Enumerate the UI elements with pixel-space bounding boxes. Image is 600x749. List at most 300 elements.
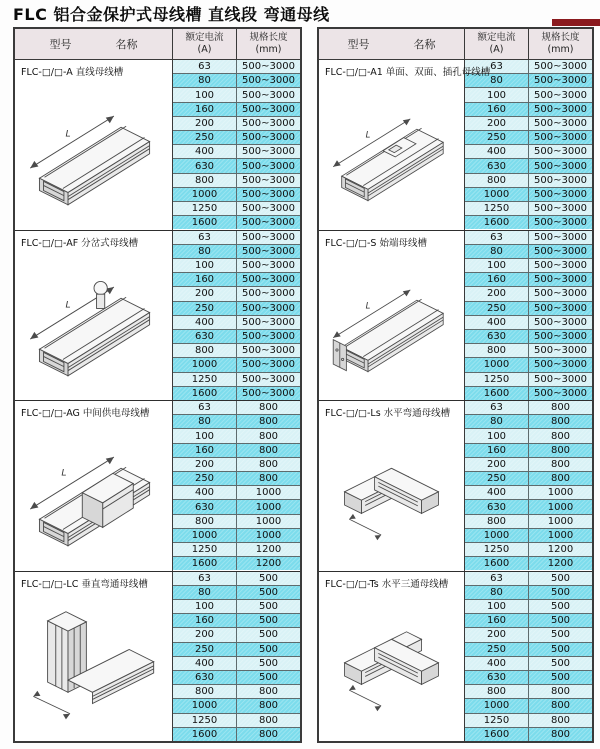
current-value: 630: [173, 159, 237, 172]
table-row: [173, 685, 300, 699]
current-value: 63: [465, 60, 529, 73]
header-model-name: [15, 29, 172, 59]
table-row: [173, 557, 300, 570]
table-row: [465, 699, 592, 713]
current-value: 160: [465, 103, 529, 116]
length-value: 800: [529, 472, 592, 485]
page-title: FLC 铝合金保护式母线槽 直线段 弯通母线: [13, 5, 330, 24]
table-row: [173, 401, 300, 415]
current-value: 800: [173, 515, 237, 528]
table-row: [465, 174, 592, 188]
current-value: 630: [465, 330, 529, 343]
current-value: 80: [173, 245, 237, 258]
current-value: 400: [173, 316, 237, 329]
vertical-elbow-busway-drawing: [17, 588, 170, 740]
current-value: 200: [465, 287, 529, 300]
length-value: 500: [529, 628, 592, 641]
length-value: 800: [237, 728, 300, 741]
table-row: [465, 316, 592, 330]
length-value: 1000: [529, 486, 592, 499]
table-row: [465, 117, 592, 131]
page-corner-accent-bar: [552, 19, 600, 26]
table-row: [465, 657, 592, 671]
current-value: 1600: [465, 216, 529, 229]
table-row: [173, 216, 300, 229]
header-model-label: 型号: [49, 38, 72, 51]
table-row: [465, 188, 592, 202]
current-value: 1600: [173, 216, 237, 229]
table-row: [173, 600, 300, 614]
length-value: 1000: [529, 529, 592, 542]
table-row: [465, 543, 592, 557]
current-value: 100: [173, 429, 237, 442]
length-value: 800: [529, 699, 592, 712]
table-row: [173, 131, 300, 145]
table-row: [173, 628, 300, 642]
current-value: 63: [465, 231, 529, 244]
length-value: 500~3000: [237, 131, 300, 144]
length-value: 800: [237, 458, 300, 471]
current-value: 63: [173, 572, 237, 585]
current-value: 200: [173, 628, 237, 641]
length-value: 500~3000: [237, 188, 300, 201]
table-row: [465, 671, 592, 685]
length-value: 500~3000: [237, 60, 300, 73]
current-value: 1000: [173, 529, 237, 542]
table-row: [173, 316, 300, 330]
table-row: [465, 586, 592, 600]
length-value: 800: [529, 728, 592, 741]
current-value: 1600: [465, 557, 529, 570]
model-label: FLC-□/□-Ls 水平弯通母线槽: [325, 408, 451, 419]
length-value: 500~3000: [237, 330, 300, 343]
current-value: 250: [173, 643, 237, 656]
table-row: [173, 472, 300, 486]
current-value: 630: [465, 671, 529, 684]
table-row: [465, 103, 592, 117]
table-row: [465, 685, 592, 699]
current-value: 1250: [465, 373, 529, 386]
current-value: 250: [465, 131, 529, 144]
current-value: 1600: [173, 728, 237, 741]
current-value: 1600: [465, 728, 529, 741]
model-label: FLC-□/□-A1 单面、双面、插孔母线槽: [325, 67, 491, 78]
model-cell: [15, 572, 172, 742]
length-value: 500~3000: [237, 103, 300, 116]
current-value: 63: [173, 231, 237, 244]
table-row: [173, 245, 300, 259]
table-row: [173, 188, 300, 202]
current-value: 160: [465, 273, 529, 286]
length-value: 800: [529, 444, 592, 457]
length-value: 500~3000: [237, 316, 300, 329]
table-row: [173, 231, 300, 245]
table-row: [465, 259, 592, 273]
header-model-name: [319, 29, 464, 59]
table-row: [465, 572, 592, 586]
current-value: 800: [173, 174, 237, 187]
table-row: [465, 330, 592, 344]
table-row: [173, 358, 300, 372]
table-row: [465, 145, 592, 159]
current-value: 1600: [173, 557, 237, 570]
length-value: 800: [237, 472, 300, 485]
current-value: 630: [465, 500, 529, 513]
table-row: [173, 572, 300, 586]
length-value: 1000: [529, 515, 592, 528]
spec-rows: [172, 401, 300, 571]
table-row: [465, 387, 592, 400]
current-value: 800: [465, 515, 529, 528]
table-row: [173, 671, 300, 685]
current-value: 1000: [173, 358, 237, 371]
current-value: 160: [173, 444, 237, 457]
svg-text:L: L: [65, 128, 71, 140]
table-row: [465, 88, 592, 102]
length-value: 1200: [237, 543, 300, 556]
current-value: 1250: [173, 543, 237, 556]
current-value: 63: [465, 401, 529, 414]
table-row: [173, 159, 300, 173]
length-value: 1200: [237, 557, 300, 570]
length-value: 1200: [529, 543, 592, 556]
current-value: 1600: [173, 387, 237, 400]
current-value: 100: [173, 600, 237, 613]
center-feed-busway-drawing: [17, 417, 170, 569]
length-value: 500~3000: [237, 202, 300, 215]
length-value: 500~3000: [529, 373, 592, 386]
length-value: 500: [529, 657, 592, 670]
current-value: 250: [465, 302, 529, 315]
branch-busway-drawing: [17, 247, 170, 399]
current-value: 1000: [465, 529, 529, 542]
table-row: [465, 216, 592, 229]
length-value: 800: [237, 401, 300, 414]
table-row: [465, 358, 592, 372]
spec-rows: [172, 572, 300, 742]
length-value: 500~3000: [529, 245, 592, 258]
table-row: [173, 415, 300, 429]
table-row: [465, 159, 592, 173]
model-label: FLC-□/□-AG 中间供电母线槽: [21, 408, 150, 419]
current-value: 160: [173, 273, 237, 286]
length-value: 500~3000: [529, 302, 592, 315]
current-value: 1000: [465, 188, 529, 201]
end-feed-busway-drawing: [321, 247, 462, 399]
length-value: 500~3000: [237, 231, 300, 244]
current-value: 200: [465, 117, 529, 130]
header-spec-length: 规格长度 (mm): [528, 29, 592, 59]
current-value: 1000: [173, 699, 237, 712]
table-row: [465, 529, 592, 543]
length-value: 800: [237, 444, 300, 457]
length-value: 500~3000: [529, 159, 592, 172]
table-row: [173, 543, 300, 557]
length-value: 500~3000: [237, 216, 300, 229]
current-value: 160: [465, 614, 529, 627]
length-value: 500~3000: [237, 373, 300, 386]
length-value: 500: [529, 671, 592, 684]
length-value: 800: [529, 415, 592, 428]
length-value: 800: [237, 714, 300, 727]
current-value: 630: [173, 671, 237, 684]
current-value: 100: [465, 429, 529, 442]
current-value: 80: [173, 586, 237, 599]
table-row: [173, 529, 300, 543]
header-model-label: 型号: [347, 38, 370, 51]
length-value: 500: [529, 600, 592, 613]
current-value: 800: [465, 685, 529, 698]
product-section-vertical-elbow: [15, 572, 300, 742]
length-value: 500~3000: [237, 145, 300, 158]
current-value: 63: [465, 572, 529, 585]
current-value: 400: [173, 486, 237, 499]
current-value: 200: [173, 458, 237, 471]
length-value: 800: [529, 458, 592, 471]
length-value: 1000: [237, 515, 300, 528]
table-header: [319, 29, 592, 60]
spec-rows: [464, 231, 592, 401]
length-value: 500~3000: [237, 387, 300, 400]
current-value: 63: [173, 401, 237, 414]
length-value: 500~3000: [529, 74, 592, 87]
model-cell: [319, 60, 491, 230]
length-value: 500: [237, 572, 300, 585]
length-value: 800: [529, 429, 592, 442]
length-value: 800: [529, 401, 592, 414]
table-row: [173, 500, 300, 514]
length-value: 1200: [529, 557, 592, 570]
length-value: 500~3000: [529, 60, 592, 73]
table-row: [465, 515, 592, 529]
current-value: 63: [173, 60, 237, 73]
straight-busway-drawing: [17, 76, 170, 228]
plug-in-busway-drawing: [321, 76, 462, 228]
length-value: 800: [237, 685, 300, 698]
current-value: 630: [173, 330, 237, 343]
current-value: 80: [465, 586, 529, 599]
model-cell: [15, 401, 172, 571]
model-label: FLC-□/□-Ts 水平三通母线槽: [325, 578, 449, 590]
current-value: 1250: [173, 202, 237, 215]
current-value: 80: [465, 74, 529, 87]
table-row: [465, 302, 592, 316]
header-rated-current: 额定电流 (A): [172, 29, 236, 59]
table-row: [173, 643, 300, 657]
length-value: 500~3000: [529, 174, 592, 187]
length-value: 500~3000: [529, 202, 592, 215]
current-value: 100: [173, 259, 237, 272]
table-row: [465, 245, 592, 259]
current-value: 250: [173, 472, 237, 485]
length-value: 500~3000: [529, 131, 592, 144]
length-value: 500~3000: [237, 88, 300, 101]
length-value: 500: [237, 643, 300, 656]
table-row: [173, 273, 300, 287]
model-label: FLC-□/□-AF 分岔式母线槽: [21, 237, 139, 249]
current-value: 800: [465, 174, 529, 187]
length-value: 500~3000: [529, 387, 592, 400]
table-row: [173, 103, 300, 117]
table-row: [173, 174, 300, 188]
table-row: [173, 728, 300, 741]
spec-rows: [464, 60, 592, 230]
length-value: 500~3000: [237, 358, 300, 371]
length-value: 500~3000: [237, 287, 300, 300]
length-value: 500: [529, 572, 592, 585]
product-section-horizontal-tee: [319, 572, 592, 742]
length-value: 1000: [237, 529, 300, 542]
length-value: 500~3000: [237, 174, 300, 187]
length-value: 500: [237, 600, 300, 613]
length-value: 500~3000: [529, 231, 592, 244]
length-value: 500: [237, 657, 300, 670]
table-row: [465, 486, 592, 500]
table-row: [173, 344, 300, 358]
current-value: 1600: [465, 387, 529, 400]
current-value: 80: [173, 74, 237, 87]
table-row: [173, 515, 300, 529]
table-row: [465, 643, 592, 657]
model-cell: [319, 572, 464, 742]
current-value: 1250: [173, 373, 237, 386]
table-row: [465, 472, 592, 486]
current-value: 100: [465, 600, 529, 613]
svg-text:L: L: [365, 129, 371, 140]
svg-text:L: L: [61, 467, 67, 479]
length-value: 500~3000: [529, 273, 592, 286]
length-value: 500: [237, 628, 300, 641]
table-row: [465, 444, 592, 458]
current-value: 160: [173, 103, 237, 116]
length-value: 1000: [237, 486, 300, 499]
table-row: [465, 628, 592, 642]
table-row: [465, 202, 592, 216]
length-value: 800: [529, 714, 592, 727]
length-value: 500~3000: [529, 117, 592, 130]
length-value: 500~3000: [529, 316, 592, 329]
table-row: [173, 60, 300, 74]
product-section-center-feed: [15, 401, 300, 572]
spec-rows: [172, 60, 300, 230]
current-value: 250: [465, 643, 529, 656]
current-value: 250: [465, 472, 529, 485]
length-value: 800: [237, 699, 300, 712]
table-row: [465, 557, 592, 570]
current-value: 630: [465, 159, 529, 172]
current-value: 1000: [465, 358, 529, 371]
length-value: 800: [237, 429, 300, 442]
table-row: [465, 600, 592, 614]
table-row: [465, 415, 592, 429]
length-value: 500~3000: [529, 330, 592, 343]
product-section-plug-in: [319, 60, 592, 231]
current-value: 250: [173, 302, 237, 315]
table-row: [173, 373, 300, 387]
length-value: 500~3000: [529, 287, 592, 300]
length-value: 500: [529, 614, 592, 627]
current-value: 1250: [173, 714, 237, 727]
current-value: 400: [465, 145, 529, 158]
model-label: FLC-□/□-LC 垂直弯通母线槽: [21, 578, 148, 590]
length-value: 1000: [237, 500, 300, 513]
table-row: [465, 429, 592, 443]
length-value: 1000: [529, 500, 592, 513]
table-row: [173, 330, 300, 344]
length-value: 500~3000: [237, 344, 300, 357]
table-row: [465, 401, 592, 415]
current-value: 200: [173, 287, 237, 300]
table-row: [173, 259, 300, 273]
current-value: 200: [465, 458, 529, 471]
current-value: 100: [465, 259, 529, 272]
length-value: 500~3000: [529, 344, 592, 357]
table-row: [465, 728, 592, 741]
model-label: FLC-□/□-S 始端母线槽: [325, 237, 427, 249]
current-value: 400: [173, 145, 237, 158]
table-row: [173, 429, 300, 443]
table-row: [465, 344, 592, 358]
current-value: 80: [173, 415, 237, 428]
header-name-label: 名称: [413, 38, 436, 51]
current-value: 160: [173, 614, 237, 627]
table-row: [465, 287, 592, 301]
table-row: [173, 287, 300, 301]
spec-rows: [464, 572, 592, 742]
length-value: 500~3000: [529, 358, 592, 371]
table-row: [173, 699, 300, 713]
product-section-straight: [15, 60, 300, 231]
product-section-horizontal-elbow: [319, 401, 592, 572]
table-row: [465, 714, 592, 728]
length-value: 500~3000: [529, 259, 592, 272]
current-value: 200: [173, 117, 237, 130]
svg-text:L: L: [65, 298, 71, 310]
length-value: 500~3000: [237, 259, 300, 272]
current-value: 160: [465, 444, 529, 457]
length-value: 800: [237, 415, 300, 428]
length-value: 500~3000: [529, 145, 592, 158]
current-value: 800: [465, 344, 529, 357]
current-value: 100: [173, 88, 237, 101]
horizontal-elbow-busway-drawing: [321, 417, 462, 569]
table-row: [465, 231, 592, 245]
spec-rows: [172, 231, 300, 401]
table-row: [465, 131, 592, 145]
table-row: [173, 614, 300, 628]
current-value: 1250: [465, 543, 529, 556]
table-row: [173, 387, 300, 400]
table-row: [173, 74, 300, 88]
table-header: [15, 29, 300, 60]
product-section-end-feed: [319, 231, 592, 402]
table-row: [173, 586, 300, 600]
model-cell: [319, 401, 464, 571]
current-value: 1250: [465, 202, 529, 215]
current-value: 400: [173, 657, 237, 670]
horizontal-tee-busway-drawing: [321, 588, 462, 740]
current-value: 250: [173, 131, 237, 144]
table-row: [465, 500, 592, 514]
current-value: 800: [173, 344, 237, 357]
current-value: 1000: [465, 699, 529, 712]
current-value: 1250: [465, 714, 529, 727]
table-row: [173, 145, 300, 159]
table-row: [173, 486, 300, 500]
header-rated-current: 额定电流 (A): [464, 29, 528, 59]
current-value: 630: [173, 500, 237, 513]
current-value: 400: [465, 316, 529, 329]
